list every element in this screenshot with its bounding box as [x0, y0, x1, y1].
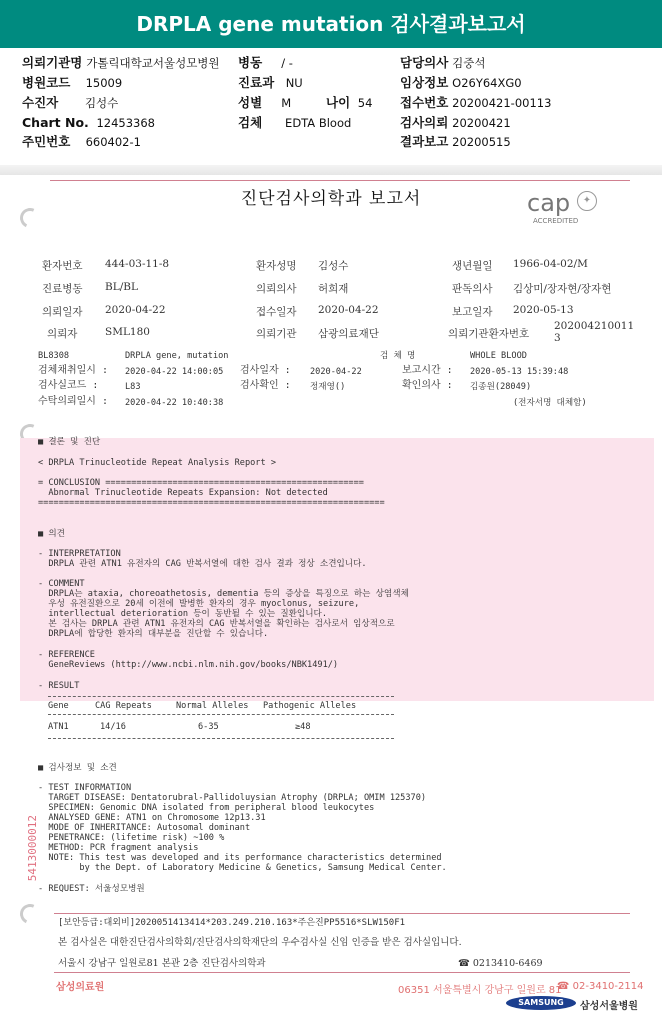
value-resident-no: 660402-1: [85, 135, 141, 149]
field-label: 의뢰의사: [256, 283, 297, 295]
recv-label: 수탁의뢰일시 :: [38, 396, 109, 407]
result-heading: - RESULT: [38, 681, 80, 691]
table-cell-normal: 6-35: [198, 722, 219, 732]
field-value: 1966-04-02/M: [513, 258, 588, 270]
label-specimen: 검체: [238, 115, 263, 130]
comment-heading: - COMMENT: [38, 579, 85, 589]
esign-note: (전자서명 대체함): [513, 398, 587, 408]
bottom-red-line: [54, 913, 630, 914]
confirm-label: 검사확인 :: [240, 380, 291, 391]
value-hospital-code: 15009: [85, 76, 123, 90]
label-test-request: 검사의뢰: [400, 115, 449, 130]
test-code: BL8308: [38, 351, 70, 361]
label-resident-no: 주민번호: [22, 134, 71, 149]
value-age: 54: [357, 96, 373, 110]
comment-line: DRPLA는 ataxia, choreoathetosis, dementia 등의 증상을 특징으로 하는 상염색체: [38, 589, 409, 599]
security-line: [보안등급:대외비]2020051413414*203.249.210.163*주은진PP5516*SLW150F1: [58, 918, 406, 928]
lab-address: 서울시 강남구 일원로81 본관 2층 진단검사의학과: [58, 958, 266, 969]
footer-left-brand: 삼성의료원: [56, 982, 105, 993]
table-rule: [48, 696, 394, 697]
comment-line: interllectual deterioration 등이 동반될 수 있는 질환입니다.: [38, 609, 328, 619]
reference-text: GeneReviews (http://www.ncbi.nlm.nih.gov/books/NBK1491/): [38, 660, 339, 670]
top-red-line: [50, 180, 630, 181]
label-department: 진료과: [238, 75, 275, 90]
label-age: 나이: [326, 95, 351, 110]
field-label: 의뢰기관: [256, 328, 297, 340]
section-info-heading: ■ 검사정보 및 소견: [38, 763, 117, 773]
value-institution: 가톨릭대학교서울성모병원: [86, 56, 220, 70]
confirm-dr-value: 김종원(28049): [470, 382, 532, 392]
table-header-gene: Gene: [48, 701, 69, 711]
section-result-heading: ■ 결론 및 진단: [38, 437, 101, 447]
value-test-request: 20200421: [452, 116, 511, 130]
info-line: TARGET DISEASE: Dentatorubral-Pallidoluysian Atrophy (DRPLA; OMIM 125370): [38, 793, 427, 803]
field-value: SML180: [105, 326, 150, 338]
room-value: L83: [125, 382, 141, 392]
conclusion-rule: ===================================================================: [38, 498, 385, 508]
lab-phone: ☎ 0213410-6469: [458, 958, 543, 969]
info-line: SPECIMEN: Genomic DNA isolated from peripheral blood leukocytes: [38, 803, 375, 813]
vertical-code: 5413000012: [26, 815, 39, 882]
field-value: 202004210011 3: [554, 320, 635, 344]
field-label: 환자번호: [42, 260, 83, 272]
field-label: 환자성명: [256, 260, 297, 272]
samsung-logo: [506, 996, 576, 1010]
comment-line: 우성 유전질환으로 20세 이전에 발병한 환자의 경우 myoclonus, seizure,: [38, 599, 360, 609]
table-header-cag: CAG Repeats: [95, 701, 152, 711]
table-header-normal: Normal Alleles: [176, 701, 249, 711]
field-label: 의뢰일자: [42, 306, 83, 318]
info-line: PENETRANCE: (lifetime risk) ~100 %: [38, 833, 225, 843]
field-value: 2020-05-13: [513, 304, 574, 316]
samsung-logo-text: SAMSUNG: [518, 998, 564, 1007]
section-opinion-heading: ■ 의견: [38, 529, 65, 539]
value-result-report: 20200515: [452, 135, 511, 149]
label-attending: 담당의사: [400, 55, 449, 70]
table-cell-pathogenic: ≥48: [295, 722, 311, 732]
label-clinical-info: 임상정보: [400, 75, 449, 90]
label-hospital-code: 병원코드: [22, 75, 71, 90]
field-label: 판독의사: [452, 283, 493, 295]
field-label: 진료병동: [42, 283, 83, 295]
test-date-label: 검사일자 :: [240, 365, 291, 376]
comment-line: 본 검사는 DRPLA 관련 ATN1 유전자의 CAG 반복서열을 확인하는 검사로서 임상적으로: [38, 619, 395, 629]
punch-hole-icon: [17, 205, 43, 231]
recv-value: 2020-04-22 10:40:38: [125, 398, 224, 408]
info-line: MODE OF INHERITANCE: Autosomal dominant: [38, 823, 251, 833]
footer-phone: ☎ 02-3410-2114: [557, 981, 644, 992]
field-value: 444-03-11-8: [105, 258, 170, 270]
interpretation-text: DRPLA 관련 ATN1 유전자의 CAG 반복서열에 대한 검사 결과 정상 소견입니다.: [38, 559, 367, 569]
info-line: NOTE: This test was developed and its performance characteristics determined: [38, 853, 442, 863]
field-value: 김상미/장자현/장자현: [513, 283, 612, 295]
label-result-report: 결과보고: [400, 134, 449, 149]
doc-title: 진단검사의학과 보고서: [240, 189, 422, 209]
info-line: by the Dept. of Laboratory Medicine & Genetics, Samsung Medical Center.: [38, 863, 447, 873]
field-value: 2020-04-22: [105, 304, 166, 316]
report-title-bar: [0, 0, 662, 48]
table-rule: [48, 714, 394, 715]
value-patient: 김성수: [84, 96, 119, 110]
report-name: < DRPLA Trinucleotide Repeat Analysis Report >: [38, 458, 276, 468]
label-sex: 성별: [238, 95, 263, 110]
footer-hospital-name: 삼성서울병원: [580, 1001, 638, 1012]
specimen-value: WHOLE BLOOD: [470, 351, 527, 361]
report-time-label: 보고시간 :: [402, 365, 453, 376]
value-chart-no: 12453368: [96, 116, 155, 130]
section-separator: [0, 165, 662, 175]
table-cell-cag: 14/16: [100, 722, 126, 732]
field-label: 보고일자: [452, 306, 493, 318]
field-label: 의뢰기관환자번호: [448, 328, 530, 340]
confirm-dr-label: 확인의사 :: [402, 380, 453, 391]
interpretation-heading: - INTERPRETATION: [38, 549, 121, 559]
field-label: 접수일자: [256, 306, 297, 318]
value-specimen: EDTA Blood: [285, 116, 352, 130]
table-rule: [48, 738, 394, 739]
report-time-value: 2020-05-13 15:39:48: [470, 367, 569, 377]
footer-address: 06351 서울특별시 강남구 일원로 81: [398, 985, 562, 996]
field-value: BL/BL: [105, 281, 138, 293]
label-chart-no: Chart No.: [22, 115, 89, 130]
collect-label: 검체채취일시 :: [38, 365, 109, 376]
specimen-label: 검 체 명: [380, 351, 416, 361]
label-institution: 의뢰기관명: [22, 55, 83, 70]
field-value: 삼광의료재단: [318, 328, 379, 340]
field-value: 2020-04-22: [318, 304, 379, 316]
info-line: - TEST INFORMATION: [38, 783, 132, 793]
value-receipt-no: 20200421-00113: [452, 96, 552, 110]
field-value: 김성수: [318, 260, 349, 272]
reference-heading: - REFERENCE: [38, 650, 95, 660]
cap-text: cap: [527, 189, 571, 217]
field-value: 허희재: [318, 283, 349, 295]
comment-line: DRPLA에 합당한 환자의 대부분을 진단할 수 있습니다.: [38, 629, 269, 639]
info-line: ANALYSED GENE: ATN1 on Chromosome 12p13.31: [38, 813, 266, 823]
test-date-value: 2020-04-22: [310, 367, 362, 377]
label-ward: 병동: [238, 55, 263, 70]
value-ward: / -: [281, 56, 293, 70]
collect-value: 2020-04-22 14:00:05: [125, 367, 224, 377]
cap-accredited-logo: [527, 189, 607, 229]
address-red-line: [54, 972, 630, 973]
cap-star-icon: ✦: [577, 191, 597, 211]
cap-accredited-text: ACCREDITED: [533, 217, 579, 225]
conclusion-heading: = CONCLUSION ==================================================: [38, 478, 364, 488]
value-attending: 김중석: [452, 56, 486, 70]
conclusion-text: Abnormal Trinucleotide Repeats Expansion: Not detected: [38, 488, 328, 498]
value-sex: M: [281, 96, 292, 110]
table-cell-gene: ATN1: [48, 722, 69, 732]
value-department: NU: [285, 76, 303, 90]
label-receipt-no: 접수번호: [400, 95, 449, 110]
confirm-value: 정재영(): [310, 382, 346, 392]
room-label: 검사실코드 :: [38, 380, 99, 391]
info-line: METHOD: PCR fragment analysis: [38, 843, 199, 853]
field-label: 의뢰자: [47, 328, 78, 340]
certification-text: 본 검사실은 대한진단검사의학회/진단검사의학재단의 우수검사실 신임 인증을 받은 검사실입니다.: [58, 937, 462, 948]
table-header-pathogenic: Pathogenic Alleles: [263, 701, 357, 711]
request-line: - REQUEST: 서울성모병원: [38, 884, 145, 894]
test-name: DRPLA gene, mutation: [125, 351, 229, 361]
field-label: 생년월일: [452, 260, 493, 272]
punch-hole-icon: [17, 901, 43, 927]
label-patient: 수진자: [22, 95, 59, 110]
report-title: DRPLA gene mutation 검사결과보고서: [136, 12, 526, 36]
value-clinical-info: O26Y64XG0: [452, 76, 522, 90]
